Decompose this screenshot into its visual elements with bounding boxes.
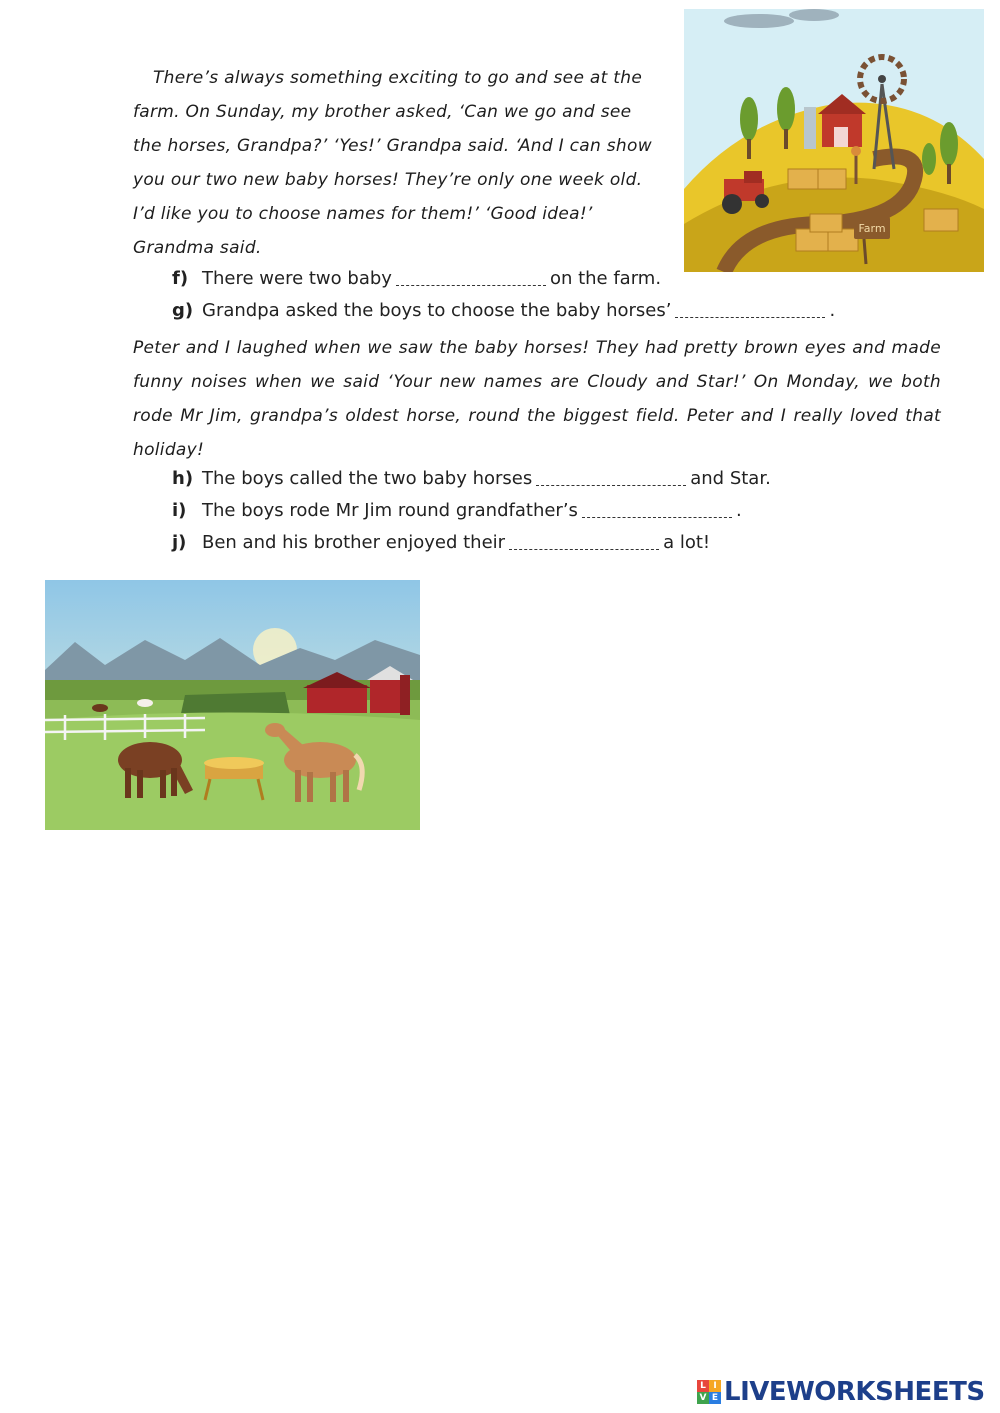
- question-text: Grandpa asked the boys to choose the baby horses’: [202, 300, 672, 321]
- question-letter: g): [172, 300, 194, 321]
- question-letter: f): [172, 268, 189, 289]
- logo-text: LIVEWORKSHEETS: [724, 1377, 985, 1407]
- story-paragraph-1: [133, 61, 663, 265]
- question-text-end: a lot!: [663, 532, 711, 553]
- answer-blank-i[interactable]: [582, 497, 732, 518]
- question-g: [172, 295, 835, 327]
- liveworksheets-logo[interactable]: [697, 1376, 985, 1408]
- question-letter: h): [172, 468, 194, 489]
- question-h: [172, 463, 771, 495]
- horses-pasture-illustration: [45, 580, 420, 830]
- question-text: Ben and his brother enjoyed their: [202, 532, 506, 553]
- question-f: [172, 263, 661, 295]
- story-paragraph-2: [133, 331, 941, 467]
- question-text-end: .: [735, 500, 742, 521]
- question-j: [172, 527, 710, 559]
- question-text-end: .: [829, 300, 836, 321]
- logo-mark-icon: [697, 1380, 721, 1404]
- story-text-2: Peter and I laughed when we saw the baby horses! They had pretty brown eyes and made funny noises when we said ‘Your new names are Cloudy and Star!’ On Monday, we both rode Mr Jim, grandpa’s oldest horse, round the biggest field. Peter and I really loved that holiday!: [133, 338, 941, 460]
- question-letter: j): [172, 532, 187, 553]
- answer-blank-g[interactable]: [675, 297, 825, 318]
- answer-blank-h[interactable]: [536, 465, 686, 486]
- farm-hill-illustration: [684, 9, 984, 272]
- question-text: There were two baby: [202, 268, 392, 289]
- farm-sign-text: Farm: [858, 222, 886, 235]
- logo-tile-l: L: [697, 1380, 709, 1392]
- question-text-end: on the farm.: [549, 268, 662, 289]
- story-text-1: There’s always something exciting to go and see at the farm. On Sunday, my brother asked, ‘Can we go and see the horses, Grandpa?’ ‘Yes!’ Grandpa said. ‘And I can show you our two new baby horses! They’re only one week old. I’d like you to choose names for them!’ ‘Good idea!’ Grandma said.: [133, 68, 652, 258]
- question-text: The boys called the two baby horses: [202, 468, 533, 489]
- answer-blank-j[interactable]: [509, 529, 659, 550]
- logo-tile-v: V: [697, 1392, 709, 1404]
- question-text-end: and Star.: [690, 468, 771, 489]
- logo-tile-e: E: [709, 1392, 721, 1404]
- question-i: [172, 495, 742, 527]
- question-text: The boys rode Mr Jim round grandfather’s: [202, 500, 578, 521]
- answer-blank-f[interactable]: [396, 265, 546, 286]
- question-letter: i): [172, 500, 187, 521]
- logo-tile-i: I: [709, 1380, 721, 1392]
